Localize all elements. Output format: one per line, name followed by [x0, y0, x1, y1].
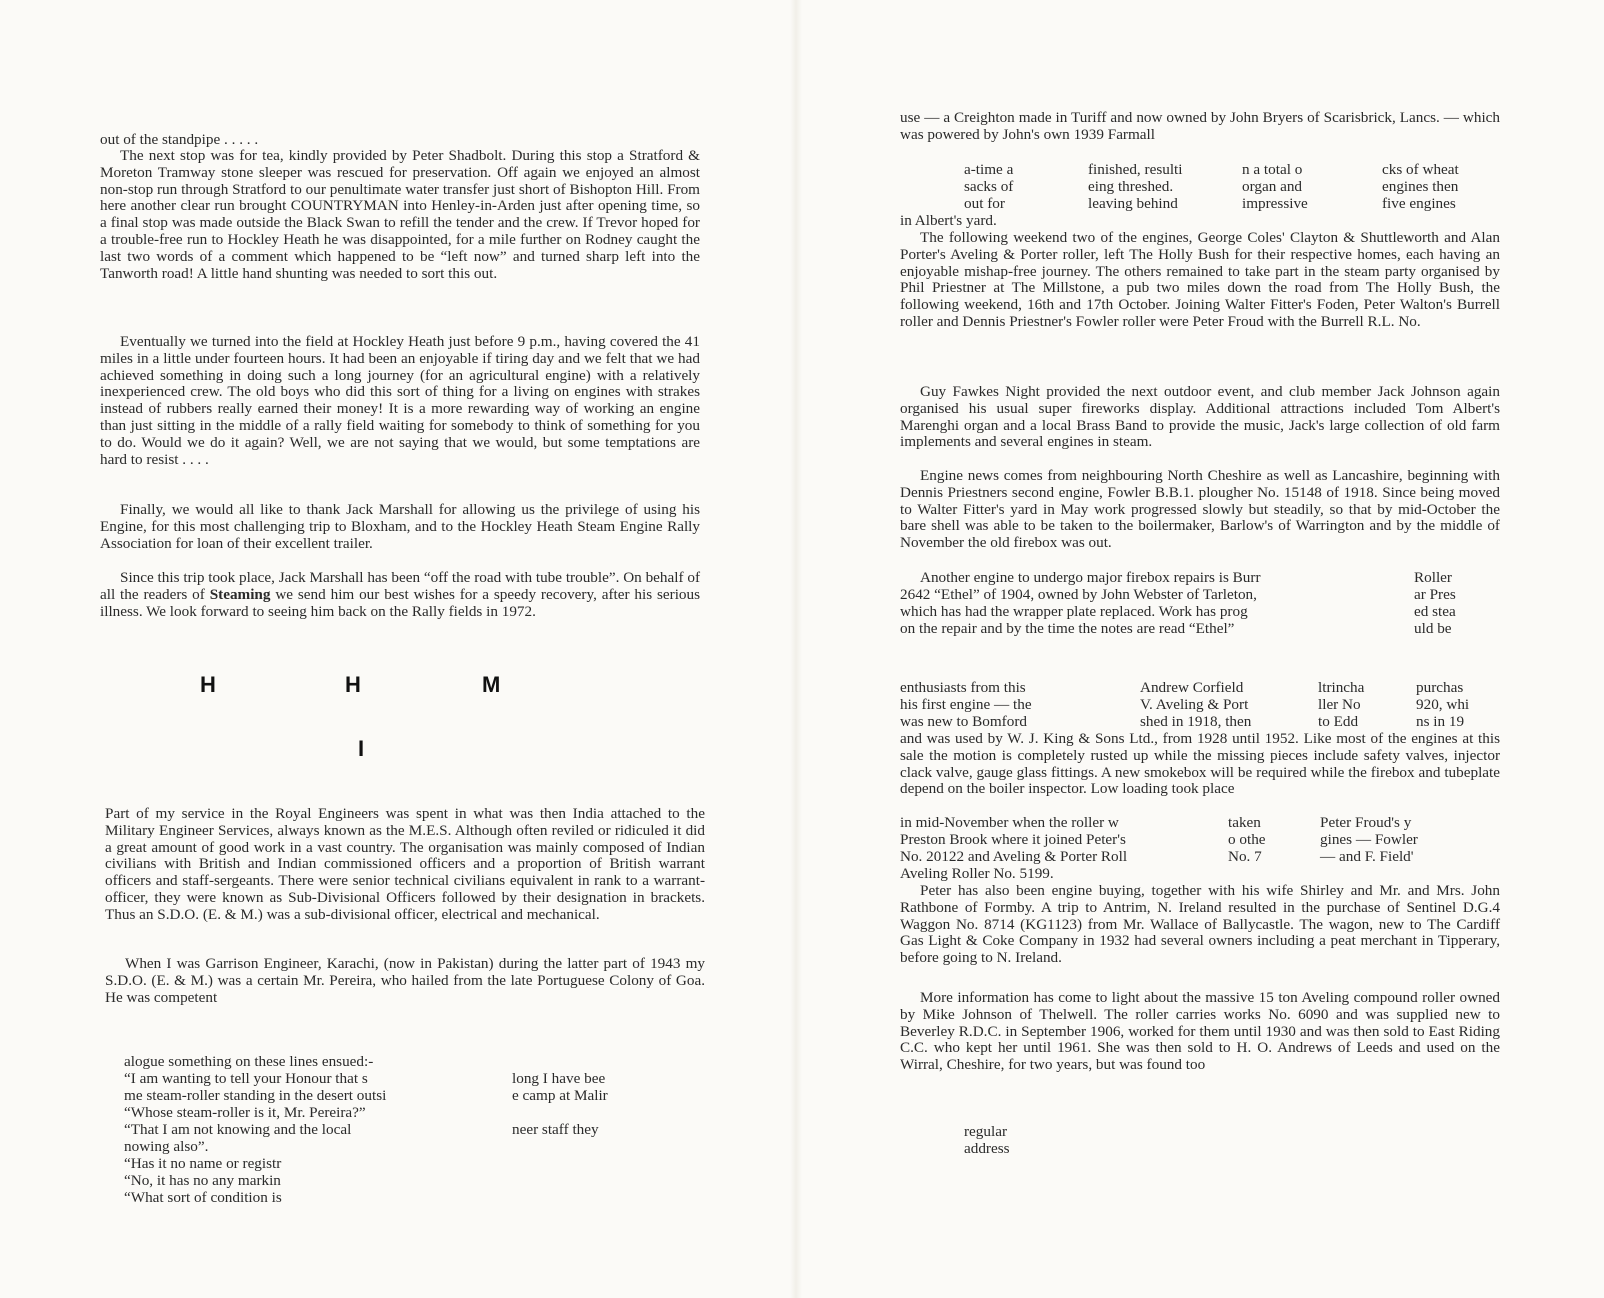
book-gutter — [790, 0, 802, 1298]
text-fragment: — and F. Field' — [1320, 848, 1414, 865]
text-fragment: his first engine — the — [900, 696, 1032, 713]
paragraph-best-wishes: Since this trip took place, Jack Marshall has been “off the road with tube trouble”. On behalf of all the readers of Steaming we send him our best wishes for a speedy recovery, after his serious illness. We look forward to seeing him back on the Rally fields in 1972. — [100, 569, 701, 620]
text-fragment: n a total o — [1242, 161, 1303, 178]
text-fragment: ltrincha — [1318, 679, 1365, 696]
text-fragment: a-time a — [964, 161, 1014, 178]
text-fragment: purchas — [1416, 679, 1464, 696]
dialogue-line: “Whose steam-roller is it, Mr. Pereira?” — [124, 1104, 366, 1121]
text-fragment: Roller — [1414, 569, 1452, 586]
text-fragment: was new to Bomford — [900, 713, 1027, 730]
text-fragment: leaving behind — [1088, 195, 1178, 212]
heading-letter: I — [358, 736, 365, 761]
text-fragment: Andrew Corfield — [1140, 679, 1244, 696]
dialogue-line: “What sort of condition is — [124, 1189, 282, 1206]
dialogue-line: e camp at Malir — [512, 1087, 608, 1104]
dialogue-line: “That I am not knowing and the local — [124, 1121, 352, 1138]
text-fragment: o othe — [1228, 831, 1266, 848]
heading-letter: H — [200, 672, 216, 697]
paragraph-royal-engineers: Part of my service in the Royal Engineers was spent in what was then India attached to the Military Engineer Services, always known as the M.E.S. Although often reviled or ridiculed it did a great amount of good work in a vast country. The organisation was mainly composed of Indian civilians with British and Indian commissioned officers and a proportion of British warrant officers and staff-sergeants. There were senior technical civilians equivalent in rank to a warrant-officer, they were known as Sub-Divisional Officers followed by their designation in brackets. Thus an S.D.O. (E. & M.) was a sub-divisional officer, electrical and mechanical. — [105, 805, 705, 923]
paragraph-tea-stop: The next stop was for tea, kindly provided by Peter Shadbolt. During this stop a Stratford & Moreton Tramway stone sleeper was rescued for preservation. Off again we enjoyed an almost non-stop run through Stratford to our penultimate water transfer just short of Bishopton Hill. From here another clear run brought COUNTRYMAN into Henley-in-Arden just after opening time, so a final stop was made outside the Black Swan to refill the tender and the crew. If Trevor hoped for a trouble-free run to Hockley Heath he was disappointed, for a mile further on Rodney caught the last two words of a comment which happened to be “left now” and turned sharp left into the Tanworth road! A little hand shunting was needed to sort this out. — [100, 147, 700, 282]
paragraph-aveling-compound: More information has come to light about the massive 15 ton Aveling compound roller owned by Mike Johnson of Thelwell. The roller carries works No. 6090 and was supplied new to Beverley R.D.C. in September 1906, worked for them until 1930 and was then sold to East Riding C.C. who kept her until 1961. She was then sold to H. O. Andrews of Leeds and used on the Wirral, Cheshire, for two years, but was found too — [900, 989, 1500, 1074]
text-fragment: five engines — [1382, 195, 1456, 212]
text-fragment: ller No — [1318, 696, 1361, 713]
text-fragment: enthusiasts from this — [900, 679, 1026, 696]
dialogue-line: me steam-roller standing in the desert outsi — [124, 1087, 387, 1104]
paragraph-alberts-yard: in Albert's yard. — [900, 212, 997, 229]
paragraph-following-weekend: The following weekend two of the engines, George Coles' Clayton & Shuttleworth and Alan Porter's Aveling & Porter roller, left The Holly Bush for their respective homes, each having an enjoyable mishap-free journey. The others remained to take part in the steam party organised by Phil Priestner at The Millstone, a pub two miles down the road from The Holly Bush, the following weekend, 16th and 17th October. Joining Walter Fitter's Foden, Peter Walton's Burrell roller and Dennis Priestner's Fowler roller were Peter Froud with the Burrell R.L. No. — [900, 229, 1500, 330]
paragraph-peter-engine-buying: Peter has also been engine buying, together with his wife Shirley and Mr. and Mrs. John Rathbone of Formby. A trip to Antrim, N. Ireland resulted in the purchase of Sentinel D.G.4 Waggon No. 8714 (KG1123) from Mr. Wallace of Ballycastle. The wagon, new to The Cardiff Gas Light & Coke Company in 1932 had several owners including a peat merchant in Tipperary, before going to N. Ireland. — [900, 882, 1500, 967]
text-fragment: which has had the wrapper plate replaced. Work has prog — [900, 603, 1248, 620]
dialogue-line: nowing also”. — [124, 1138, 209, 1155]
text-fragment: shed in 1918, then — [1140, 713, 1252, 730]
paragraph-standpipe: out of the standpipe . . . . . — [100, 131, 259, 148]
paragraph-guy-fawkes: Guy Fawkes Night provided the next outdoor event, and club member Jack Johnson again organised his usual super fireworks display. Additional attractions included Tom Albert's Marenghi organ and a local Brass Band to provide the music, Jack's large collection of old farm implements and several engines in steam. — [900, 383, 1500, 451]
text-fragment: No. 7 — [1228, 848, 1262, 865]
text-fragment: V. Aveling & Port — [1140, 696, 1249, 713]
paragraph-thanks: Finally, we would all like to thank Jack Marshall for allowing us the privilege of using his Engine, for this most challenging trip to Bloxham, and to the Hockley Heath Steam Engine Rally Association for loan of their excellent trailer. — [100, 501, 700, 552]
heading-letter: H — [345, 672, 361, 697]
text-fragment: finished, resulti — [1088, 161, 1183, 178]
text-fragment: out for — [964, 195, 1005, 212]
text-fragment: engines then — [1382, 178, 1459, 195]
text-fragment: impressive — [1242, 195, 1308, 212]
text-fragment: in mid-November when the roller w — [900, 814, 1119, 831]
paragraph-garrison-engineer: When I was Garrison Engineer, Karachi, (now in Pakistan) during the latter part of 1943 my S.D.O. (E. & M.) was a certain Mr. Pereira, who hailed from the late Portuguese Colony of Goa. He was competent — [105, 955, 705, 1006]
dialogue-line: neer staff they — [512, 1121, 599, 1138]
paragraph-hockley-heath: Eventually we turned into the field at Hockley Heath just before 9 p.m., having covered the 41 miles in a little under fourteen hours. It had been an enjoyable if tiring day and we felt that we had achieved something in doing such a long journey (for an agricultural engine) with a relatively inexperienced crew. The old boys who did this sort of thing for a living on engines with strakes instead of rubbers really earned their money! It is a more rewarding way of working an engine than just sitting in the middle of a rally field waiting for somebody to think of something for you to do. Would we do it again? Well, we are not saying that we would, but some temptations are hard to resist . . . . — [100, 333, 700, 468]
left-page — [0, 0, 790, 1298]
text-fragment: cks of wheat — [1382, 161, 1459, 178]
dialogue-line: alogue something on these lines ensued:- — [124, 1053, 374, 1070]
text-fragment: taken — [1228, 814, 1261, 831]
text-fragment: eing threshed. — [1088, 178, 1174, 195]
paragraph-wj-king: and was used by W. J. King & Sons Ltd., from 1928 until 1952. Like most of the engines at this sale the motion is completely rusted up while the missing pieces include safety valves, injector clack valve, gauge glass fittings. A new smokebox will be required while the firebox and tubeplate depend on the boiler inspector. Low loading took place — [900, 730, 1500, 798]
right-page — [802, 0, 1604, 1298]
text-fragment: Peter Froud's y — [1320, 814, 1412, 831]
dialogue-line: “Has it no name or registr — [124, 1155, 282, 1172]
paragraph-engine-news: Engine news comes from neighbouring North Cheshire as well as Lancashire, beginning with Dennis Priestners second engine, Fowler B.B.1. plougher No. 15148 of 1918. Since being moved to Walter Fitter's yard in May work progressed slowly but steadily, so that by mid-October the bare shell was able to be taken to the boilermaker, Barlow's of Warrington and by the middle of November the old firebox was out. — [900, 467, 1500, 552]
text-fragment: 2642 “Ethel” of 1904, owned by John Webster of Tarleton, — [900, 586, 1257, 603]
text-fragment: ar Pres — [1414, 586, 1456, 603]
text-fragment: address — [964, 1140, 1010, 1157]
text-fragment: ns in 19 — [1416, 713, 1465, 730]
text-fragment: 920, whi — [1416, 696, 1470, 713]
text-fragment: on the repair and by the time the notes are read “Ethel” — [900, 620, 1235, 637]
text-fragment: Aveling Roller No. 5199. — [900, 865, 1054, 882]
text-fragment: Another engine to undergo major firebox repairs is Burr — [920, 569, 1261, 586]
text-fragment: organ and — [1242, 178, 1303, 195]
dialogue-line: long I have bee — [512, 1070, 606, 1087]
dialogue-line: “No, it has no any markin — [124, 1172, 281, 1189]
text-fragment: gines — Fowler — [1320, 831, 1418, 848]
text-fragment: to Edd — [1318, 713, 1359, 730]
text-fragment: ed stea — [1414, 603, 1456, 620]
text-fragment: Preston Brook where it joined Peter's — [900, 831, 1126, 848]
paragraph-creighton: use — a Creighton made in Turiff and now owned by John Bryers of Scarisbrick, Lancs. — which was powered by John's own 1939 Farmall — [900, 109, 1500, 143]
dialogue-line: “I am wanting to tell your Honour that s — [124, 1070, 368, 1087]
heading-letter: M — [482, 672, 501, 697]
text-fragment: No. 20122 and Aveling & Porter Roll — [900, 848, 1128, 865]
text-fragment: uld be — [1414, 620, 1452, 637]
text-fragment: regular — [964, 1123, 1008, 1140]
steaming-title: Steaming — [209, 585, 271, 603]
text-fragment: sacks of — [964, 178, 1014, 195]
